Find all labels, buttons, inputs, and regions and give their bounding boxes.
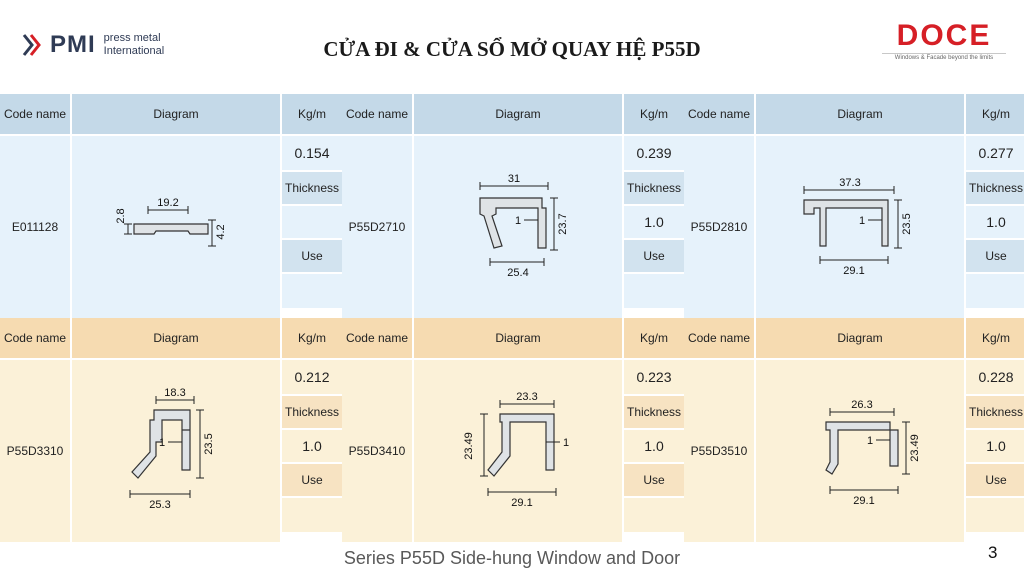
- dimension-label: 2.8: [115, 208, 127, 224]
- thickness-value: 1.0: [986, 214, 1006, 230]
- dimension-line: [124, 224, 132, 234]
- dimension-label: 23.5: [203, 433, 215, 455]
- kgm-value-cell: [966, 136, 1024, 170]
- kgm-value-cell: [282, 136, 342, 170]
- use-label: Use: [643, 249, 665, 263]
- profile-shape: [826, 422, 898, 474]
- dimension-label: 37.3: [839, 177, 861, 189]
- code-name-header-label: Code name: [687, 331, 751, 345]
- thickness-value: 1.0: [302, 438, 322, 454]
- dimension-label: 23.5: [901, 213, 913, 235]
- code-name-header: [342, 94, 412, 134]
- thickness-label-cell: [282, 172, 342, 204]
- profile-diagram: [72, 360, 280, 542]
- kgm-value: 0.223: [636, 369, 672, 385]
- profile-block: [342, 318, 684, 542]
- profile-diagram: [414, 360, 622, 542]
- pmi-sub-line1: press metal: [103, 32, 161, 44]
- code-name-cell: [0, 136, 70, 318]
- diagram-cell: [72, 136, 280, 318]
- diagram-header: [414, 318, 622, 358]
- dimension-label: 1: [514, 215, 522, 227]
- code-name-header-label: Code name: [345, 107, 409, 121]
- diagram-cell: [414, 136, 622, 318]
- code-name-header: [684, 94, 754, 134]
- thickness-value-cell: [966, 206, 1024, 238]
- diagram-cell: [756, 136, 964, 318]
- dimension-line: [820, 256, 888, 264]
- code-name-cell: [684, 360, 754, 542]
- kgm-value-cell: [624, 360, 684, 394]
- diagram-header-label: Diagram: [495, 107, 541, 121]
- kgm-header: [624, 94, 684, 134]
- diagram-header: [756, 94, 964, 134]
- diagram-header-label: Diagram: [153, 107, 199, 121]
- kgm-header: [966, 318, 1024, 358]
- thickness-label-cell: [624, 172, 684, 204]
- kgm-value: 0.212: [294, 369, 330, 385]
- thickness-label: Thickness: [626, 405, 682, 419]
- use-value-cell: [966, 274, 1024, 308]
- profile-diagram: [414, 136, 622, 318]
- code-name-cell: [342, 360, 412, 542]
- thickness-label: Thickness: [284, 405, 340, 419]
- kgm-value: 0.277: [978, 145, 1014, 161]
- use-value-cell: [282, 498, 342, 532]
- dimension-label: 29.1: [511, 497, 533, 509]
- code-name-header-label: Code name: [3, 107, 67, 121]
- kgm-value: 0.228: [978, 369, 1014, 385]
- kgm-header-label: Kg/m: [297, 107, 326, 121]
- thickness-label: Thickness: [968, 405, 1024, 419]
- profile-shape: [488, 414, 554, 476]
- use-value-cell: [966, 498, 1024, 532]
- thickness-value-cell: [282, 430, 342, 462]
- thickness-value-cell: [966, 430, 1024, 462]
- thickness-label-cell: [966, 172, 1024, 204]
- dimension-line: [130, 490, 190, 498]
- doce-tagline: Windows & Facade beyond the limits: [894, 55, 994, 61]
- use-label: Use: [985, 473, 1007, 487]
- profile-code: P55D3510: [690, 444, 748, 458]
- kgm-header-label: Kg/m: [639, 331, 668, 345]
- dimension-label: 18.3: [164, 387, 186, 399]
- use-label: Use: [301, 249, 323, 263]
- diagram-cell: [72, 360, 280, 542]
- thickness-label: Thickness: [284, 181, 340, 195]
- kgm-value-cell: [966, 360, 1024, 394]
- kgm-value: 0.239: [636, 145, 672, 161]
- thickness-label: Thickness: [626, 181, 682, 195]
- kgm-header: [624, 318, 684, 358]
- use-label-cell: [282, 240, 342, 272]
- kgm-header-label: Kg/m: [981, 107, 1010, 121]
- dimension-label: 23.7: [557, 213, 569, 235]
- dimension-line: [488, 488, 556, 496]
- thickness-label: Thickness: [968, 181, 1024, 195]
- code-name-header-label: Code name: [3, 331, 67, 345]
- dimension-label: 23.49: [463, 432, 475, 460]
- kgm-header: [282, 94, 342, 134]
- code-name-header: [342, 318, 412, 358]
- profile-shape: [804, 200, 888, 246]
- use-label-cell: [966, 240, 1024, 272]
- dimension-label: 26.3: [851, 399, 873, 411]
- dimension-line: [490, 258, 544, 266]
- profile-code: E011128: [11, 220, 59, 234]
- profile-block: [0, 94, 342, 318]
- page-number: 3: [988, 543, 998, 562]
- slide-header: [0, 0, 1024, 90]
- dimension-label: 1: [866, 435, 874, 447]
- kgm-value-cell: [282, 360, 342, 394]
- diagram-header: [72, 94, 280, 134]
- thickness-label-cell: [282, 396, 342, 428]
- kgm-header: [282, 318, 342, 358]
- profile-block: [342, 94, 684, 318]
- use-label: Use: [643, 473, 665, 487]
- thickness-value-cell: [282, 206, 342, 238]
- kgm-header: [966, 94, 1024, 134]
- profile-shape: [480, 198, 546, 248]
- profile-code: P55D3310: [6, 444, 64, 458]
- profile-diagram: [72, 136, 280, 318]
- use-value-cell: [624, 274, 684, 308]
- dimension-label: 29.1: [843, 265, 865, 277]
- diagram-header-label: Diagram: [495, 331, 541, 345]
- profile-block: [684, 318, 1024, 542]
- dimension-label: 23.49: [909, 434, 921, 462]
- code-name-cell: [0, 360, 70, 542]
- code-name-header-label: Code name: [687, 107, 751, 121]
- code-name-header-label: Code name: [345, 331, 409, 345]
- code-name-cell: [342, 136, 412, 318]
- thickness-value: 1.0: [644, 438, 664, 454]
- dimension-label: 23.3: [516, 391, 538, 403]
- profile-code: P55D2710: [348, 220, 406, 234]
- dimension-label: 1: [158, 437, 166, 449]
- dimension-label: 19.2: [157, 197, 179, 209]
- code-name-header: [0, 318, 70, 358]
- diagram-cell: [756, 360, 964, 542]
- thickness-value: 1.0: [644, 214, 664, 230]
- code-name-header: [684, 318, 754, 358]
- page-title: CỬA ĐI & CỬA SỔ MỞ QUAY HỆ P55D: [323, 37, 701, 61]
- dimension-line: [830, 486, 898, 494]
- diagram-header-label: Diagram: [837, 331, 883, 345]
- use-label-cell: [624, 464, 684, 496]
- dimension-label: 31: [507, 173, 521, 185]
- diagram-header: [414, 94, 622, 134]
- dimension-label: 29.1: [853, 495, 875, 507]
- thickness-value-cell: [624, 430, 684, 462]
- code-name-header: [0, 94, 70, 134]
- use-label-cell: [624, 240, 684, 272]
- use-label-cell: [966, 464, 1024, 496]
- use-value-cell: [282, 274, 342, 308]
- dimension-label: 1: [858, 215, 866, 227]
- code-name-cell: [684, 136, 754, 318]
- dimension-label: 1: [562, 437, 570, 449]
- pmi-sub-line2: International: [103, 45, 165, 57]
- profile-diagram: [756, 360, 964, 542]
- dimension-line: [480, 414, 488, 476]
- thickness-value-cell: [624, 206, 684, 238]
- kgm-value: 0.154: [294, 145, 330, 161]
- dimension-label: 4.2: [215, 224, 227, 240]
- kgm-header-label: Kg/m: [297, 331, 326, 345]
- thickness-label-cell: [966, 396, 1024, 428]
- thickness-label-cell: [624, 396, 684, 428]
- use-value-cell: [624, 498, 684, 532]
- thickness-value: 1.0: [986, 438, 1006, 454]
- use-label: Use: [301, 473, 323, 487]
- profile-code: P55D2810: [690, 220, 748, 234]
- use-label: Use: [985, 249, 1007, 263]
- dimension-label: 25.3: [149, 499, 171, 511]
- diagram-cell: [414, 360, 622, 542]
- doce-logo: [878, 20, 1010, 64]
- profile-shape: [134, 224, 208, 234]
- use-label-cell: [282, 464, 342, 496]
- diagram-header-label: Diagram: [153, 331, 199, 345]
- profile-code: P55D3410: [348, 444, 406, 458]
- doce-brand: DOCE: [896, 19, 992, 52]
- dimension-label: 25.4: [507, 267, 529, 279]
- profile-block: [684, 94, 1024, 318]
- diagram-header: [72, 318, 280, 358]
- diagram-header: [756, 318, 964, 358]
- footer-caption: Series P55D Side-hung Window and Door: [343, 548, 681, 568]
- kgm-header-label: Kg/m: [639, 107, 668, 121]
- profile-block: [0, 318, 342, 542]
- kgm-value-cell: [624, 136, 684, 170]
- pmi-brand: PMI: [50, 31, 96, 58]
- diagram-header-label: Diagram: [837, 107, 883, 121]
- profile-diagram: [756, 136, 964, 318]
- kgm-header-label: Kg/m: [981, 331, 1010, 345]
